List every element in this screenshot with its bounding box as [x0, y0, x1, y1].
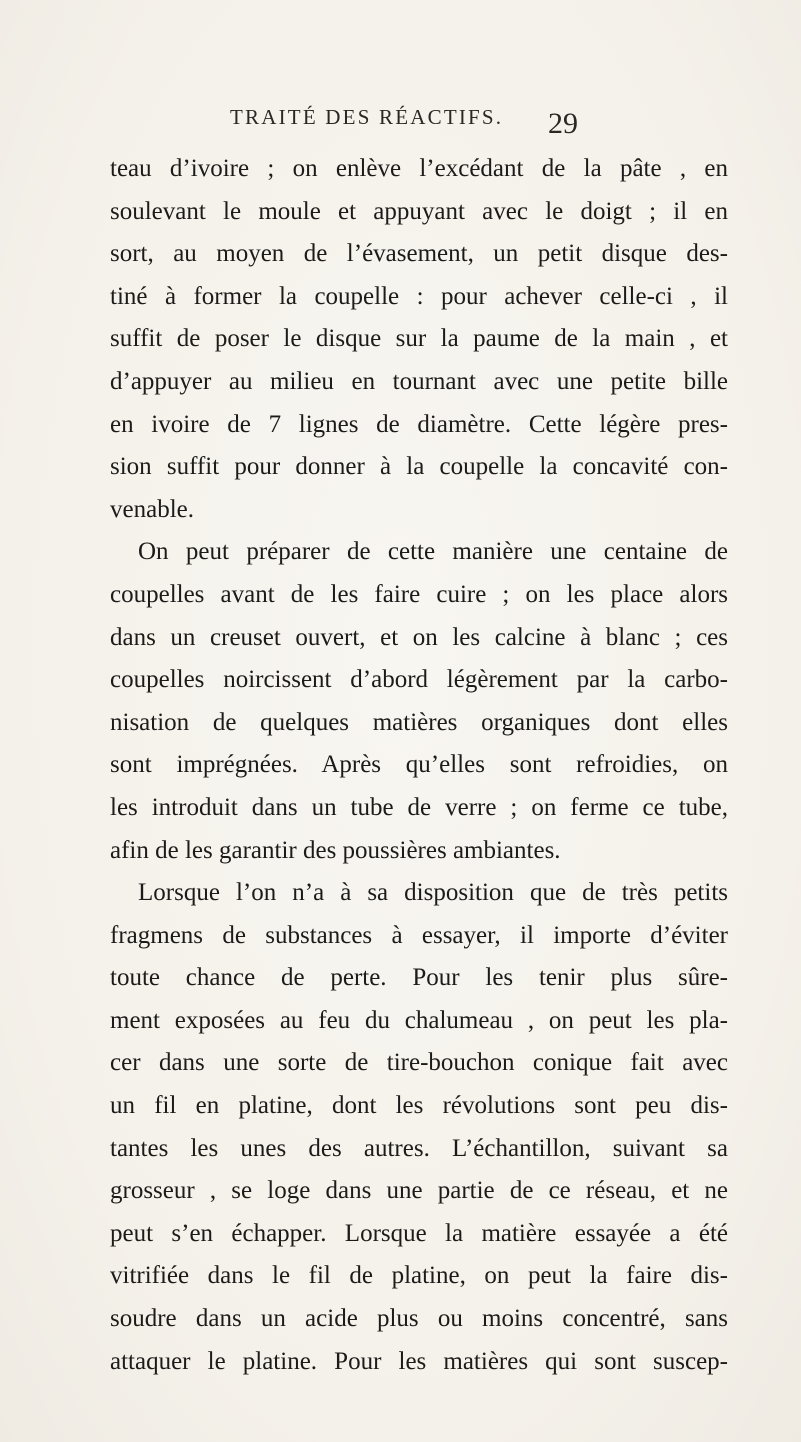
text-line: en ivoire de 7 lignes de diamètre. Cette légère pres- — [110, 410, 728, 438]
text-line: On peut préparer de cette manière une centaine de — [138, 538, 728, 566]
text-line: afin de les garantir des poussières ambiantes. — [110, 836, 561, 864]
text-line: dans un creuset ouvert, et on les calcine à blanc ; ces — [110, 623, 728, 651]
text-line: nisation de quelques matières organiques dont elles — [110, 708, 728, 736]
text-line: vitrifiée dans le fil de platine, on peut la faire dis- — [110, 1262, 728, 1290]
text-line: les introduit dans un tube de verre ; on ferme ce tube, — [110, 793, 728, 821]
text-line: attaquer le platine. Pour les matières qui sont suscep- — [110, 1347, 728, 1375]
text-line: suffit de poser le disque sur la paume de la main , et — [110, 325, 728, 353]
text-line: soudre dans un acide plus ou moins concentré, sans — [110, 1305, 728, 1333]
text-line: d’appuyer au milieu en tournant avec une petite bille — [110, 367, 728, 395]
text-line: coupelles noircissent d’abord légèrement par la carbo- — [110, 666, 728, 694]
text-line: coupelles avant de les faire cuire ; on les place alors — [110, 580, 728, 608]
text-line: sont imprégnées. Après qu’elles sont refroidies, on — [110, 751, 728, 779]
text-line: Lorsque l’on n’a à sa disposition que de très petits — [138, 879, 728, 907]
text-line: grosseur , se loge dans une partie de ce réseau, et ne — [110, 1177, 728, 1205]
text-line: teau d’ivoire ; on enlève l’excédant de la pâte , en — [110, 155, 728, 182]
text-line: soulevant le moule et appuyant avec le doigt ; il en — [110, 197, 728, 225]
page-header — [0, 105, 801, 145]
text-line: un fil en platine, dont les révolutions sont peu dis- — [110, 1092, 728, 1120]
text-line: sort, au moyen de l’évasement, un petit disque des- — [110, 240, 728, 268]
text-line: toute chance de perte. Pour les tenir plus sûre- — [110, 964, 728, 992]
text-line: peut s’en échapper. Lorsque la matière essayée a été — [110, 1219, 728, 1247]
text-line: fragmens de substances à essayer, il importe d’éviter — [110, 921, 728, 949]
running-title: TRAITÉ DES RÉACTIFS. — [230, 105, 504, 129]
text-line: tantes les unes des autres. L’échantillon, suivant sa — [110, 1134, 728, 1162]
text-line: ment exposées au feu du chalumeau , on peut les pla- — [110, 1006, 728, 1034]
text-line: sion suffit pour donner à la coupelle la concavité con- — [110, 453, 728, 481]
text-line: cer dans une sorte de tire-bouchon conique fait avec — [110, 1049, 728, 1077]
page-number: 29 — [548, 107, 578, 140]
text-line: venable. — [110, 495, 194, 523]
text-line: tiné à former la coupelle : pour achever celle-ci , il — [110, 282, 728, 310]
body-text — [110, 148, 728, 1383]
